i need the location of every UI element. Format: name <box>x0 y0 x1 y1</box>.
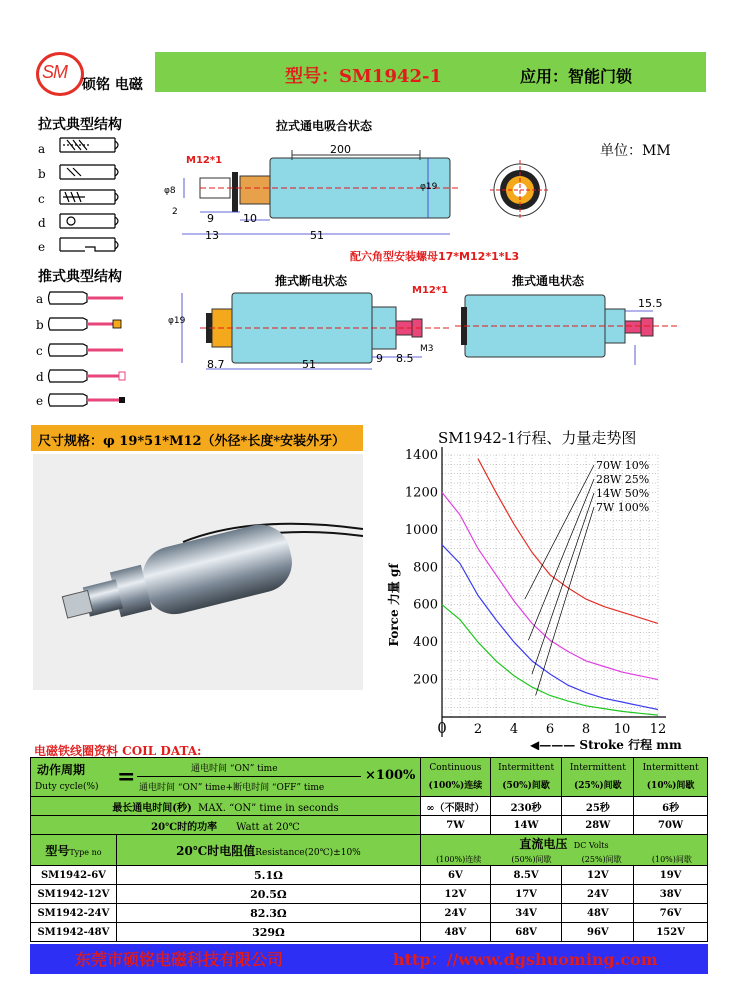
application-title: 应用：智能门锁 <box>520 67 633 86</box>
y-tick-label: 400 <box>413 635 438 651</box>
y-tick-label: 600 <box>413 597 438 613</box>
dim-10: 10 <box>243 212 257 225</box>
thread-label: M12*1 <box>186 155 223 166</box>
pull-state-title: 拉式通电吸合状态 <box>276 119 373 133</box>
company-url[interactable]: http：//www.dgshuoming.com <box>393 950 658 969</box>
pull-structure-drawings <box>55 135 130 255</box>
max-on-100: ∞（不限时） <box>421 797 491 816</box>
legend-entry-3: 7W 100% <box>596 501 650 514</box>
pull-letter-d: d <box>38 216 46 230</box>
y-tick-label: 1200 <box>404 485 438 501</box>
max-on-10: 6秒 <box>634 797 708 816</box>
header-continuous: Continuous (100%)连续 <box>421 758 491 797</box>
y-tick-label: 1400 <box>404 448 438 463</box>
push-letter-e: e <box>36 394 44 408</box>
header-50: Intermittent (50%)间歇 <box>490 758 562 797</box>
times-100: ×100% <box>365 768 416 783</box>
y-tick-label: 200 <box>413 672 438 688</box>
x-tick-label: 4 <box>509 722 519 737</box>
solenoid-illustration <box>33 454 363 690</box>
logo-text: SM <box>42 62 67 82</box>
power-50: 14W <box>490 816 562 835</box>
push-dim-15-5: 15.5 <box>638 297 663 310</box>
push-off-drawing <box>160 285 460 395</box>
coil-data-table <box>30 757 708 942</box>
brand-name: 硕铭 电磁 <box>82 77 143 93</box>
x-tick-label: 10 <box>613 722 631 737</box>
dc-sub-100: (100%)连续 <box>436 855 482 864</box>
legend-pointer-0 <box>525 465 594 599</box>
push-structure-drawings <box>45 286 130 411</box>
power-label: 20℃时的功率 Watt at 20℃ <box>31 816 421 835</box>
power-10: 70W <box>634 816 708 835</box>
duty-label-en: Duty cycle(%) <box>35 782 99 792</box>
push-on-title: 推式通电状态 <box>512 274 585 288</box>
pull-letter-e: e <box>38 240 46 254</box>
push-dim-8-5: 8.5 <box>396 352 414 365</box>
x-tick-label: 6 <box>545 722 555 737</box>
nut-note: 配六角型安装螺母17*M12*1*L3 <box>350 250 520 263</box>
push-dim-8-7: 8.7 <box>207 358 225 371</box>
push-letter-d: d <box>36 370 44 384</box>
push-letter-a: a <box>36 292 44 306</box>
power-25: 28W <box>562 816 634 835</box>
push-dim-51: 51 <box>302 358 316 371</box>
table-row: SM1942-12V 20.5Ω 12V 17V 24V 38V <box>31 885 708 904</box>
push-structure-title: 推式典型结构 <box>38 269 122 285</box>
max-on-50: 230秒 <box>490 797 562 816</box>
dim-9: 9 <box>207 212 214 225</box>
push-off-title: 推式断电状态 <box>275 274 348 288</box>
dc-sub-10: (10%)间歇 <box>651 855 692 864</box>
dim-13: 13 <box>205 229 219 242</box>
dim-2: 2 <box>172 207 178 217</box>
on-off-time-label: 通电时间 “ON” time+断电时间 “OFF” time <box>139 783 325 793</box>
pull-letter-b: b <box>38 167 46 181</box>
resistance-label: 20℃时电阻值Resistance(20℃)±10% <box>116 835 420 866</box>
pull-letter-c: c <box>38 192 45 206</box>
coil-data-title: 电磁铁线圈资料 COIL DATA: <box>34 744 202 758</box>
x-tick-label: 2 <box>473 722 483 737</box>
dim-200: 200 <box>330 143 351 156</box>
end-view-drawing <box>490 160 550 220</box>
dim-phi19: φ19 <box>420 182 438 192</box>
table-row: SM1942-6V 5.1Ω 6V 8.5V 12V 19V <box>31 866 708 885</box>
size-spec: 尺寸规格：φ 19*51*M12（外径*长度*安装外牙） <box>38 434 346 449</box>
y-axis-label: Force 力量 gf <box>387 563 401 647</box>
table-row: SM1942-48V 329Ω 48V 68V 96V 152V <box>31 923 708 942</box>
duty-cycle-cell <box>31 758 421 797</box>
product-photo <box>33 454 363 690</box>
equals-sign: = <box>117 764 136 790</box>
legend-pointer-2 <box>532 493 594 674</box>
max-on-25: 25秒 <box>562 797 634 816</box>
dim-phi8: φ8 <box>164 186 176 196</box>
dc-sub-50: (50%)间歇 <box>511 855 552 864</box>
thread-label-2: M12*1 <box>412 285 449 296</box>
legend-entry-1: 28W 25% <box>596 473 650 486</box>
model-title: 型号：SM1942-1 <box>285 66 443 87</box>
chart-title: SM1942-1行程、力量走势图 <box>438 429 637 447</box>
table-row: SM1942-24V 82.3Ω 24V 34V 48V 76V <box>31 904 708 923</box>
y-tick-label: 800 <box>413 560 438 576</box>
push-dim-m3: M3 <box>420 344 434 354</box>
duty-label: 动作周期 <box>37 763 86 777</box>
x-axis-label: ◀——— Stroke 行程 mm <box>530 738 682 750</box>
max-on-label: 最长通电时间(秒) MAX. “ON” time in seconds <box>31 797 421 816</box>
dim-51: 51 <box>310 229 324 242</box>
unit-label: 单位：MM <box>600 143 671 159</box>
x-tick-label: 0 <box>437 719 447 737</box>
y-tick-label: 1000 <box>404 522 438 538</box>
push-letter-c: c <box>36 344 43 358</box>
company-name: 东莞市硕铭电磁科技有限公司 <box>75 950 284 969</box>
force-stroke-chart <box>380 445 710 750</box>
pull-letter-a: a <box>38 142 46 156</box>
pull-structure-title: 拉式典型结构 <box>38 117 122 133</box>
header-10: Intermittent (10%)间歇 <box>634 758 708 797</box>
power-100: 7W <box>421 816 491 835</box>
push-dim-phi19: φ19 <box>168 316 186 326</box>
model-label: 型号Type no <box>31 835 117 866</box>
push-letter-b: b <box>36 318 44 332</box>
push-dim-9: 9 <box>376 352 383 365</box>
on-time-label: 通电时间 “ON” time <box>191 764 278 774</box>
dc-volts-header: 直流电压 DC Volts (100%)连续 (50%)间歇 (25%)间歇 (10%)间歇 <box>421 835 708 866</box>
dc-sub-25: (25%)间歇 <box>581 855 622 864</box>
header-25: Intermittent (25%)间歇 <box>562 758 634 797</box>
x-tick-label: 12 <box>649 722 667 737</box>
legend-entry-2: 14W 50% <box>596 487 650 500</box>
legend-entry-0: 70W 10% <box>596 459 650 472</box>
x-tick-label: 8 <box>581 722 591 737</box>
